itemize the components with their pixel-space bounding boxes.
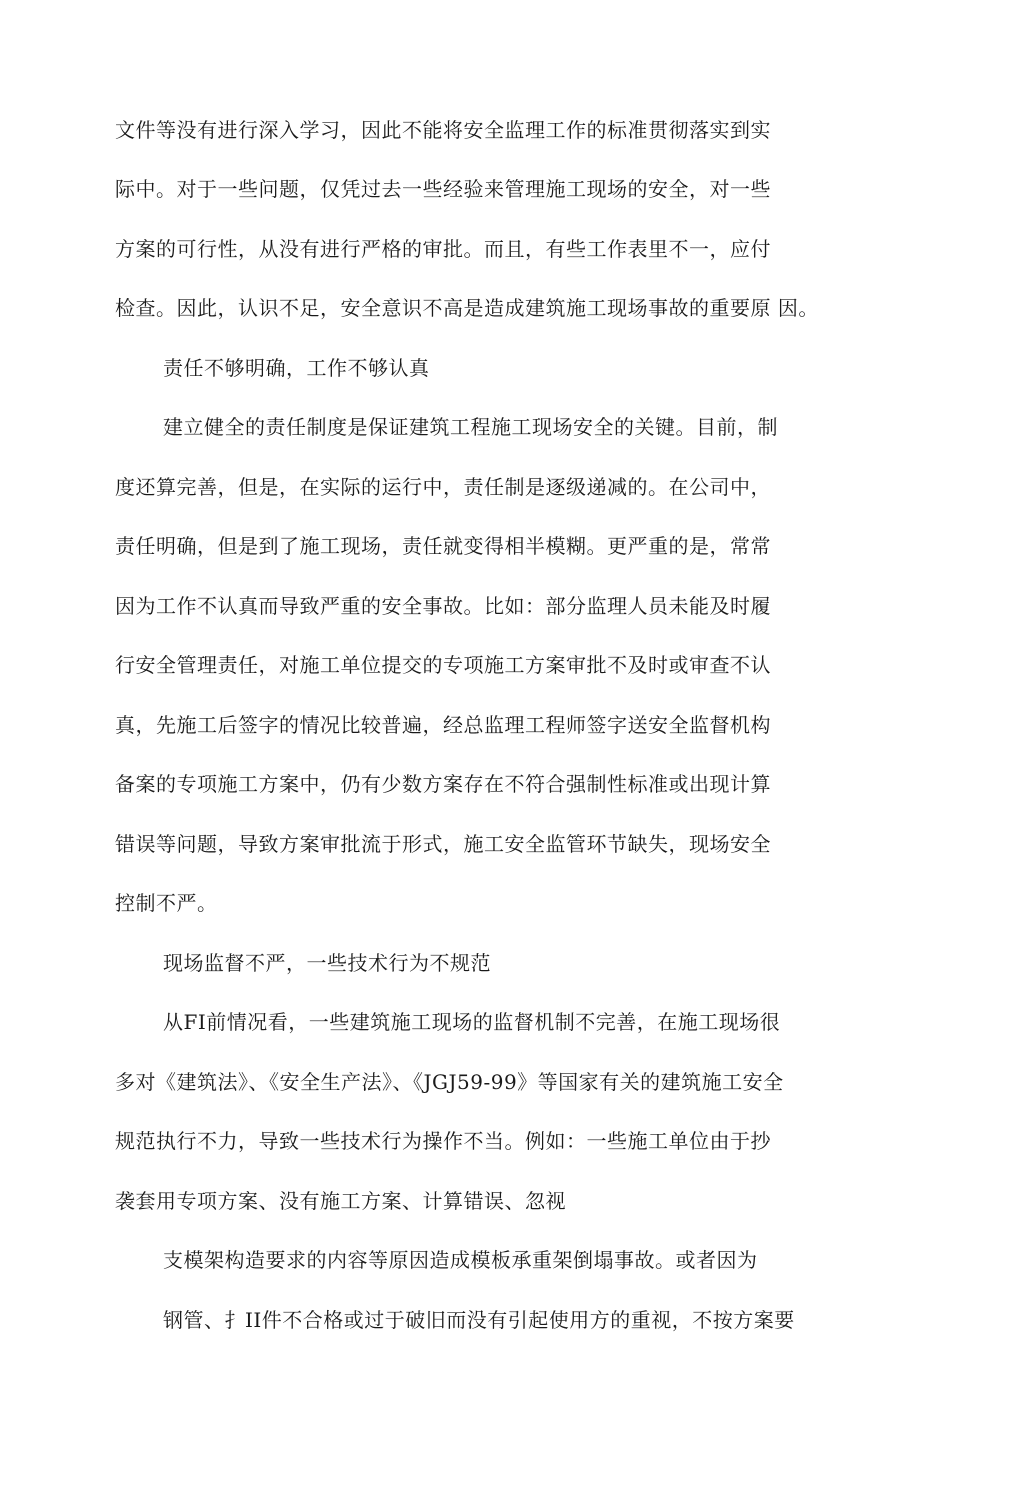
text-line: 备案的专项施工方案中，仍有少数方案存在不符合强制性标准或出现计算 (115, 772, 771, 796)
text-line: 真，先施工后签字的情况比较普遍，经总监理工程师签字送安全监督机构 (115, 713, 771, 737)
text-line: 责任明确，但是到了施工现场，责任就变得相半模糊。更严重的是，常常 (115, 534, 771, 558)
text-line: 规范执行不力，导致一些技术行为操作不当。例如：一些施工单位由于抄 (115, 1129, 771, 1153)
text-line: 支模架构造要求的内容等原因造成模板承重架倒塌事故。或者因为 (163, 1248, 758, 1272)
text-line: 袭套用专项方案、没有施工方案、计算错误、忽视 (115, 1189, 566, 1213)
text-line: 行安全管理责任，对施工单位提交的专项施工方案审批不及时或审查不认 (115, 653, 771, 677)
section-heading: 责任不够明确，工作不够认真 (163, 356, 430, 380)
text-line: 检查。因此，认识不足，安全意识不高是造成建筑施工现场事故的重要原 因。 (115, 296, 819, 320)
text-line: 多对《建筑法》、《安全生产法》、《JGJ59-99》等国家有关的建筑施工安全 (115, 1070, 784, 1094)
text-line: 从FI前情况看，一些建筑施工现场的监督机制不完善，在施工现场很 (163, 1010, 781, 1034)
text-line: 度还算完善，但是，在实际的运行中，责任制是逐级递减的。在公司中， (115, 475, 771, 499)
text-line: 钢管、扌II件不合格或过于破旧而没有引起使用方的重视，不按方案要 (163, 1308, 795, 1332)
text-line: 方案的可行性，从没有进行严格的审批。而且，有些工作表里不一，应付 (115, 237, 771, 261)
text-line: 际中。对于一些问题，仅凭过去一些经验来管理施工现场的安全，对一些 (115, 177, 771, 201)
text-line: 因为工作不认真而导致严重的安全事故。比如：部分监理人员未能及时履 (115, 594, 771, 618)
text-line: 建立健全的责任制度是保证建筑工程施工现场安全的关键。目前，制 (163, 415, 778, 439)
text-line: 文件等没有进行深入学习，因此不能将安全监理工作的标准贯彻落实到实 (115, 118, 771, 142)
text-line: 错误等问题，导致方案审批流于形式，施工安全监管环节缺失，现场安全 (115, 832, 771, 856)
text-line: 控制不严。 (115, 891, 218, 915)
section-heading: 现场监督不严，一些技术行为不规范 (163, 951, 491, 975)
